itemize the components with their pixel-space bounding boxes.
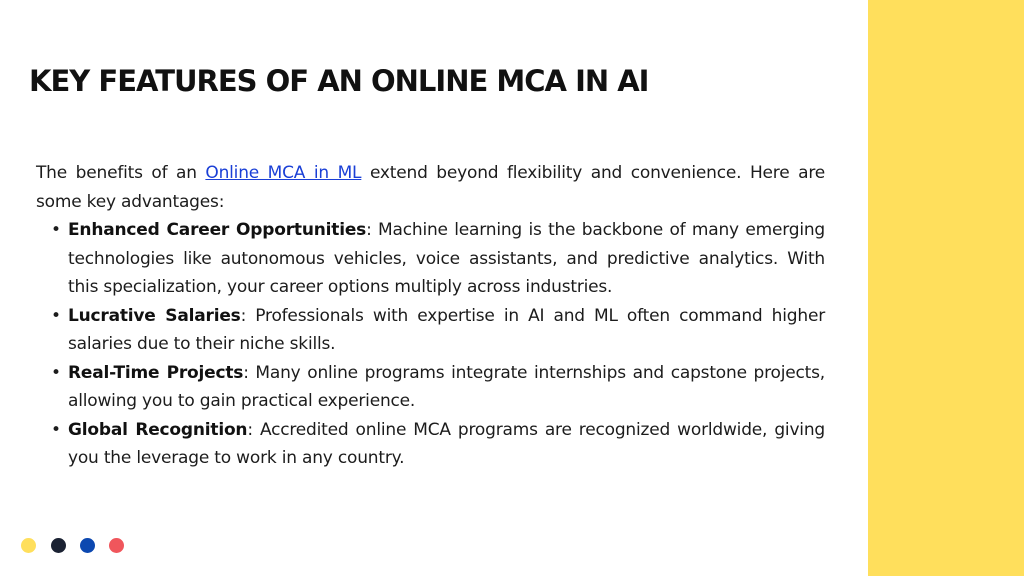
blue-dot-icon <box>80 538 95 553</box>
red-dot-icon <box>109 538 124 553</box>
slide-content <box>36 159 825 473</box>
intro-text-after-link: extend beyond flexibility and convenience. Here are some key advantages: <box>36 163 825 212</box>
yellow-dot-icon <box>21 538 36 553</box>
benefit-text: : Machine learning is the backbone of many emerging technologies like autonomous vehicles, voice assistants, and predictive analytics. With this specialization, your career options multiply across industries. <box>68 220 826 297</box>
benefit-text: : Accredited online MCA programs are recognized worldwide, giving you the leverage to work in any country. <box>68 419 825 468</box>
intro-paragraph <box>36 159 825 216</box>
benefit-item-recognition <box>68 416 825 473</box>
benefit-item-career <box>68 216 825 302</box>
yellow-side-panel <box>868 0 1024 576</box>
benefit-text: : Many online programs integrate internships and capstone projects, allowing you to gain practical experience. <box>68 362 826 411</box>
intro-text-before-link: The benefits of an <box>36 163 206 183</box>
benefit-item-salaries <box>68 302 825 359</box>
benefit-text: : Professionals with expertise in AI and ML often command higher salaries due to their niche skills. <box>68 305 825 354</box>
benefit-term: Enhanced Career Opportunities <box>68 220 367 240</box>
benefit-term: Real-Time Projects <box>68 362 244 383</box>
benefits-list <box>36 216 825 473</box>
online-mca-ml-link[interactable]: Online MCA in ML <box>205 163 362 183</box>
benefit-term: Lucrative Salaries <box>68 305 241 326</box>
navy-dot-icon <box>51 538 66 553</box>
benefit-item-projects <box>68 359 825 416</box>
benefit-term: Global Recognition <box>68 419 248 440</box>
slide-title: KEY FEATURES OF AN ONLINE MCA IN AI <box>29 64 649 98</box>
